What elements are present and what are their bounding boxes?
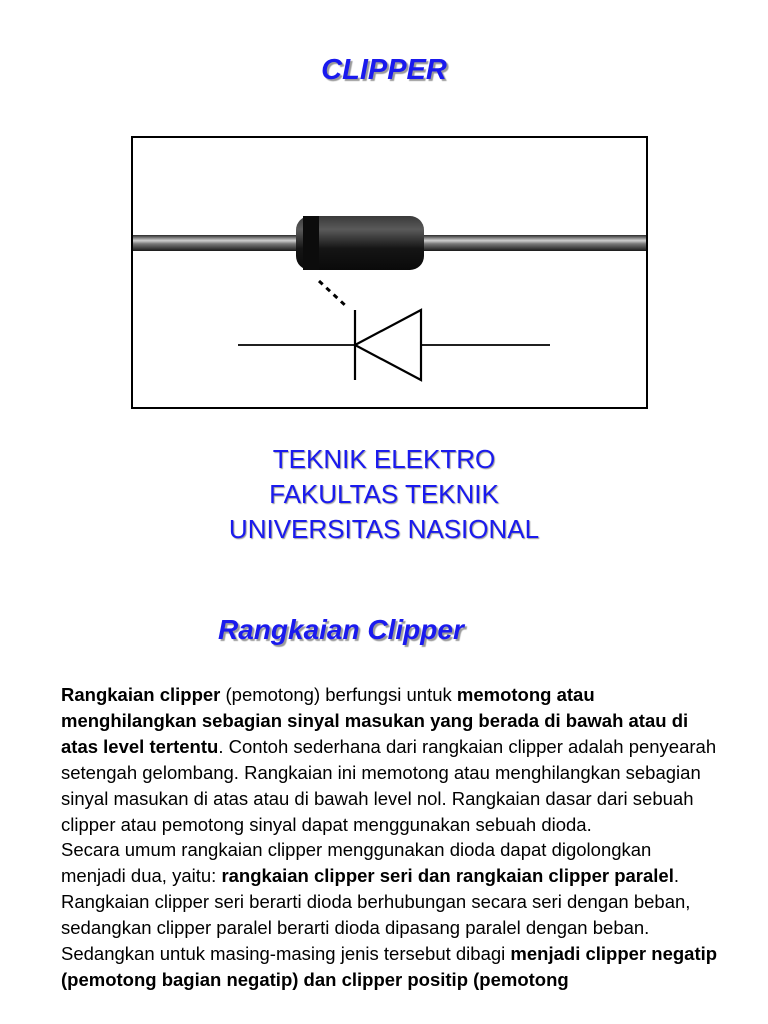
bold-term: Rangkaian clipper — [61, 684, 221, 705]
text-span: . Rangkaian clipper seri berarti dioda berhubungan secara seri dengan beban, sedangkan clipper paralel berarti dioda dipasang paralel dengan beban. Sedangkan untuk masing-masing jenis tersebut dibagi — [61, 865, 691, 965]
diode-figure — [131, 136, 648, 409]
schematic-triangle — [355, 310, 421, 380]
diode-lead-right — [417, 235, 646, 251]
bold-subtypes: menjadi clipper negatip (pemotong bagian negatip) dan clipper positip (pemotong — [61, 943, 718, 990]
page-title: CLIPPER — [321, 54, 447, 86]
paragraph-intro — [61, 682, 721, 837]
body-text — [61, 682, 721, 993]
bold-types: rangkaian clipper seri dan rangkaian clipper paralel — [221, 865, 674, 887]
paragraph-types — [61, 837, 721, 992]
section-heading: Rangkaian Clipper — [218, 614, 464, 645]
diode-cathode-band — [303, 216, 319, 270]
pointer-dashes — [319, 281, 347, 307]
institution-block — [0, 442, 768, 547]
university-name: UNIVERSITAS NASIONAL — [228, 514, 540, 544]
text-span: . Contoh sederhana dari rangkaian clipper adalah penyearah setengah gelombang. Rangkaian ini memotong atau menghilangkan sebagian sinyal masukan di atas atau di bawah level nol. Rangkaian dasar dari sebuah clipper atau pemotong sinyal dapat menggunakan sebuah dioda. — [61, 735, 717, 835]
text-span: Secara umum rangkaian clipper menggunakan dioda dapat digolongkan menjadi dua, yaitu: — [61, 839, 652, 887]
text-span: (pemotong) berfungsi untuk — [220, 684, 457, 705]
diode-lead-left — [133, 235, 303, 251]
bold-definition: memotong atau menghilangkan sebagian sinyal masukan yang berada di bawah atau di atas level tertentu — [61, 684, 689, 757]
diode-illustration — [133, 138, 646, 407]
department-name: TEKNIK ELEKTRO — [272, 444, 496, 474]
faculty-name: FAKULTAS TEKNIK — [269, 479, 499, 509]
